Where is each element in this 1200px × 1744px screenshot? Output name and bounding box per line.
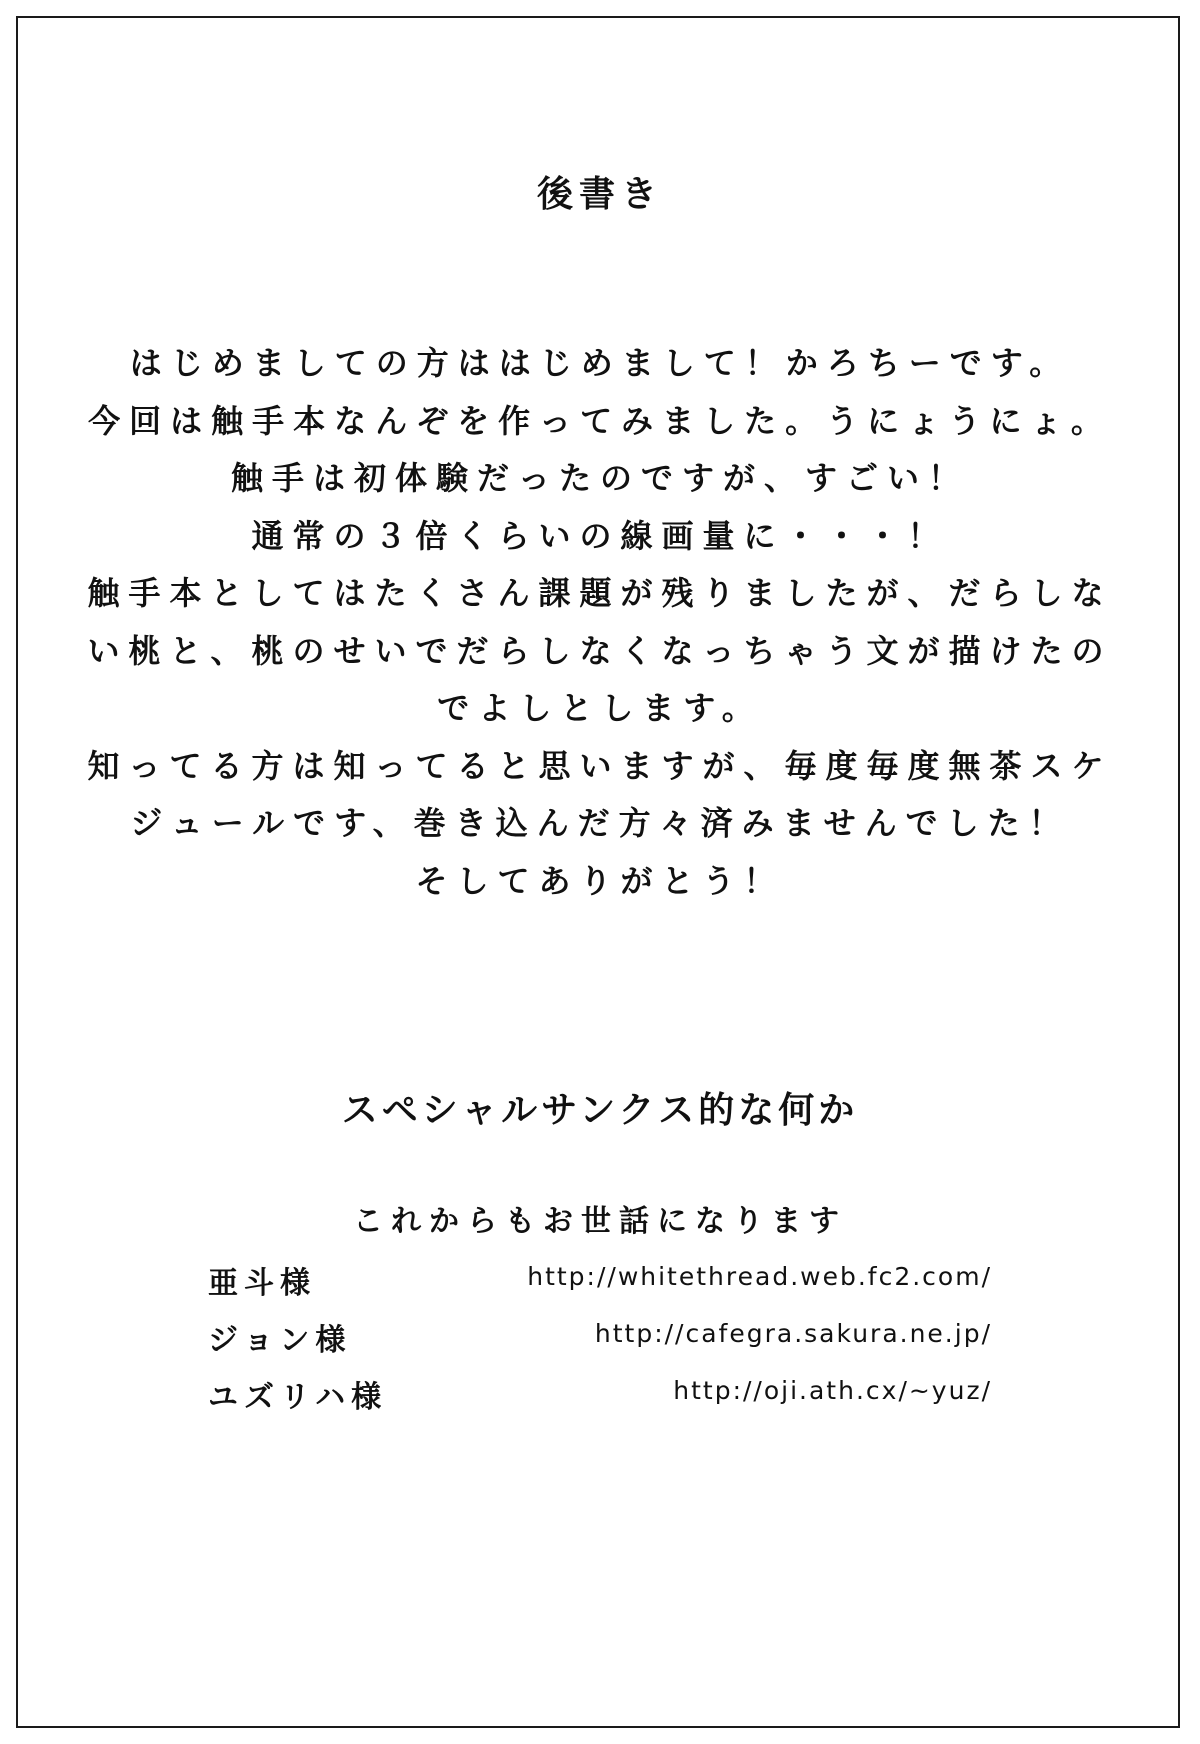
credit-name: ジョン様 <box>208 1323 352 1358</box>
body-line: 通常の３倍くらいの線画量に・・・！ <box>251 516 949 555</box>
body-line: ジュールです、巻き込んだ方々済みませんでした！ <box>130 804 1070 842</box>
credit-row <box>208 1258 992 1302</box>
body-line: 触手は初体験だったのですが、すごい！ <box>230 459 969 497</box>
body-line: でよしとします。 <box>437 689 763 727</box>
body-line: そしてありがとう！ <box>415 861 785 900</box>
credit-url: http://whitethread.web.fc2.com/ <box>527 1262 992 1291</box>
afterword-body <box>0 335 1200 910</box>
body-line: 知ってる方は知ってると思いますが、毎度毎度無茶スケ <box>87 746 1113 785</box>
body-line: 今回は触手本なんぞを作ってみました。うにょうにょ。 <box>88 401 1112 440</box>
body-line: い桃と、桃のせいでだらしなくなっちゃう文が描けたの <box>87 631 1113 670</box>
credit-row <box>208 1315 992 1359</box>
credit-row <box>208 1372 992 1416</box>
afterword-title: 後書き <box>536 174 663 215</box>
credit-name: ユズリハ様 <box>208 1380 388 1415</box>
special-thanks-subheading: これからもお世話になります <box>353 1204 847 1239</box>
body-line: 触手本としてはたくさん課題が残りましたが、だらしな <box>87 574 1113 612</box>
credit-url: http://cafegra.sakura.ne.jp/ <box>594 1319 992 1348</box>
credit-url: http://oji.ath.cx/~yuz/ <box>673 1376 992 1405</box>
body-line: はじめましての方ははじめまして！かろちーです。 <box>129 344 1071 382</box>
special-thanks-heading: スペシャルサンクス的な何か <box>341 1090 859 1131</box>
credit-name: 亜斗様 <box>208 1266 316 1301</box>
